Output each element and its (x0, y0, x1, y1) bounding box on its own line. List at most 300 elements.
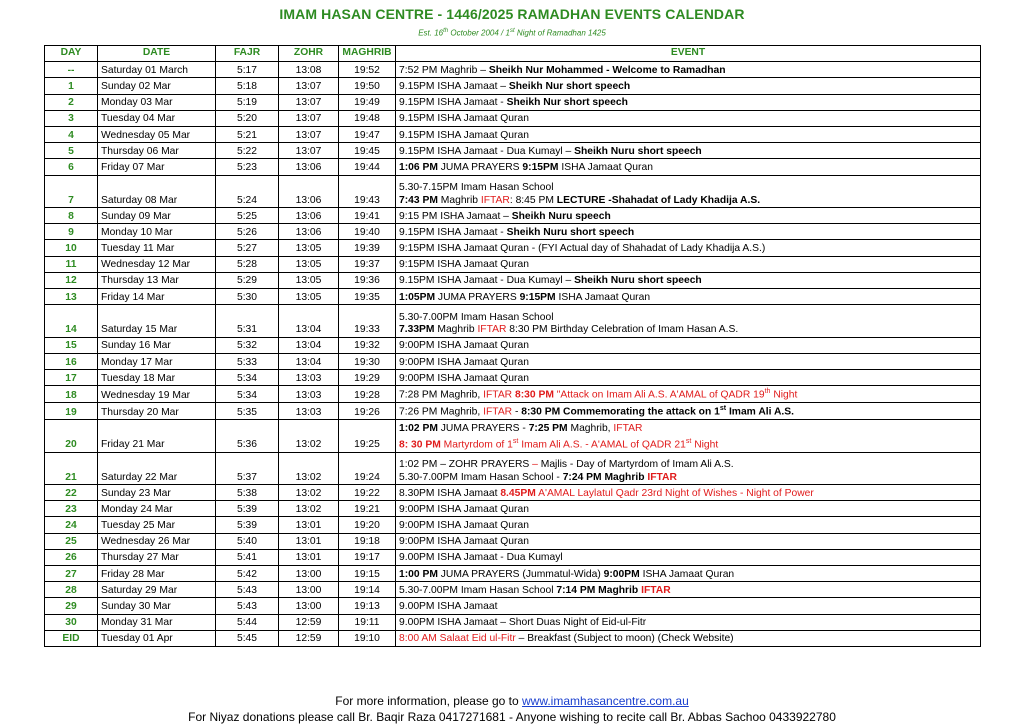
zohr-cell: 13:05 (279, 272, 339, 288)
date-cell: Thursday 13 Mar (98, 272, 216, 288)
website-link[interactable]: www.imamhasancentre.com.au (522, 694, 689, 708)
fajr-cell: 5:27 (216, 240, 279, 256)
maghrib-cell: 19:49 (339, 94, 396, 110)
event-text-segment: 1:00 PM (399, 568, 438, 580)
maghrib-cell: 19:24 (339, 452, 396, 485)
event-text-segment: IFTAR (483, 406, 513, 418)
event-line (399, 504, 977, 517)
maghrib-cell: 19:45 (339, 143, 396, 159)
zohr-cell: 13:07 (279, 94, 339, 110)
fajr-cell: 5:43 (216, 598, 279, 614)
maghrib-cell: 19:48 (339, 110, 396, 126)
fajr-cell: 5:19 (216, 94, 279, 110)
date-cell: Thursday 06 Mar (98, 143, 216, 159)
fajr-cell: 5:43 (216, 582, 279, 598)
event-line (399, 633, 977, 646)
maghrib-cell: 19:10 (339, 630, 396, 646)
subtitle-part-b: October 2004 / 1 (448, 28, 510, 38)
date-cell: Tuesday 25 Mar (98, 517, 216, 533)
event-text-segment: 9:15PM ISHA Jamaat Quran - (FYI Actual day of Shahadat of Lady Khadija A.S.) (399, 243, 766, 255)
fajr-cell: 5:45 (216, 630, 279, 646)
event-cell (396, 598, 981, 614)
event-text-segment: – (532, 459, 538, 471)
table-row (45, 110, 981, 126)
event-text-segment: Maghrib (437, 194, 481, 206)
zohr-cell: 13:02 (279, 485, 339, 501)
event-cell (396, 403, 981, 420)
fajr-cell: 5:39 (216, 517, 279, 533)
page-subtitle (0, 28, 1024, 38)
fajr-cell: 5:41 (216, 549, 279, 565)
maghrib-cell: 19:41 (339, 208, 396, 224)
subtitle-part-a: Est. 16 (418, 28, 444, 38)
table-body (45, 62, 981, 647)
event-cell (396, 159, 981, 175)
event-line (399, 65, 977, 78)
zohr-cell: 13:07 (279, 126, 339, 142)
maghrib-cell: 19:18 (339, 533, 396, 549)
fajr-cell: 5:44 (216, 614, 279, 630)
event-line (399, 569, 977, 582)
event-text-segment: 7:43 PM (399, 194, 438, 206)
event-cell (396, 565, 981, 581)
event-cell (396, 208, 981, 224)
table-row (45, 143, 981, 159)
fajr-cell: 5:42 (216, 565, 279, 581)
event-line (399, 275, 977, 288)
fajr-cell: 5:34 (216, 386, 279, 403)
event-line (399, 436, 977, 452)
event-text-segment: JUMA PRAYERS (Jummatul-Wida) (437, 568, 604, 580)
event-text-segment: JUMA PRAYERS (437, 162, 523, 173)
event-cell (396, 452, 981, 485)
zohr-cell: 13:08 (279, 62, 339, 78)
footer-info (0, 694, 1024, 708)
subtitle-sup-2: st (509, 28, 515, 34)
event-text-segment: 9:15PM ISHA Jamaat Quran (399, 259, 529, 271)
event-text-segment: "Attack on Imam Ali A.S. A'AMAL of QADR 19 (553, 389, 765, 401)
zohr-cell: 13:04 (279, 305, 339, 338)
event-text-segment: st (685, 437, 692, 445)
maghrib-cell: 19:39 (339, 240, 396, 256)
date-cell: Friday 07 Mar (98, 159, 216, 175)
event-line (399, 520, 977, 533)
column-header-fajr: FAJR (216, 46, 279, 62)
event-cell (396, 305, 981, 338)
fajr-cell: 5:40 (216, 533, 279, 549)
event-text-segment: Night (770, 389, 798, 401)
event-text-segment: 9.00PM ISHA Jamaat (399, 601, 498, 613)
event-text-segment: Martyrdom of 1 (440, 439, 513, 451)
zohr-cell: 12:59 (279, 630, 339, 646)
event-cell (396, 256, 981, 272)
date-cell: Sunday 30 Mar (98, 598, 216, 614)
event-text-segment: 8:30 PM (512, 389, 554, 401)
event-text-segment: 9:00PM ISHA Jamaat Quran (399, 520, 529, 532)
maghrib-cell: 19:13 (339, 598, 396, 614)
event-line (399, 403, 977, 419)
event-cell (396, 517, 981, 533)
maghrib-cell: 19:11 (339, 614, 396, 630)
zohr-cell: 13:01 (279, 549, 339, 565)
maghrib-cell: 19:26 (339, 403, 396, 420)
date-cell: Tuesday 18 Mar (98, 370, 216, 386)
event-line (399, 373, 977, 386)
zohr-cell: 13:04 (279, 353, 339, 369)
day-cell: 30 (45, 614, 98, 630)
event-text-segment: – Breakfast (Subject to moon) (Check Website) (515, 633, 734, 645)
event-line (399, 488, 977, 501)
table-row (45, 224, 981, 240)
zohr-cell: 12:59 (279, 614, 339, 630)
fajr-cell: 5:21 (216, 126, 279, 142)
event-text-segment: 9.15PM ISHA Jamaat – (399, 81, 509, 93)
day-cell: 6 (45, 159, 98, 175)
event-cell (396, 175, 981, 208)
table-row (45, 614, 981, 630)
table-row (45, 305, 981, 338)
event-line (399, 97, 977, 110)
event-text-segment: 9:00PM ISHA Jamaat Quran (399, 356, 529, 368)
event-cell (396, 143, 981, 159)
event-cell (396, 386, 981, 403)
event-text-segment: st (719, 405, 727, 413)
zohr-cell: 13:05 (279, 288, 339, 304)
event-text-segment: JUMA PRAYERS - (437, 423, 529, 435)
day-cell: 25 (45, 533, 98, 549)
event-text-segment: 8:30 PM Birthday Celebration of Imam Hasan A.S. (506, 324, 739, 336)
zohr-cell: 13:03 (279, 403, 339, 420)
maghrib-cell: 19:21 (339, 501, 396, 517)
table-row (45, 582, 981, 598)
event-text-segment: 9:00PM ISHA Jamaat Quran (399, 536, 529, 548)
maghrib-cell: 19:37 (339, 256, 396, 272)
date-cell: Saturday 29 Mar (98, 582, 216, 598)
day-cell: 8 (45, 208, 98, 224)
event-text-segment: 9.15PM ISHA Jamaat - (399, 97, 507, 109)
event-text-segment: 9.15PM ISHA Jamaat - (399, 226, 507, 238)
maghrib-cell: 19:25 (339, 420, 396, 453)
event-cell (396, 549, 981, 565)
date-cell: Wednesday 12 Mar (98, 256, 216, 272)
table-row (45, 565, 981, 581)
event-text-segment: 7.33PM (399, 324, 435, 336)
event-text-segment: 7:14 PM Maghrib (556, 584, 639, 596)
date-cell: Tuesday 11 Mar (98, 240, 216, 256)
event-text-segment: 9:15PM (522, 162, 559, 173)
date-cell: Thursday 20 Mar (98, 403, 216, 420)
event-text-segment: 1:05PM (399, 291, 436, 303)
event-text-segment: ISHA Jamaat Quran (639, 568, 735, 580)
subtitle-part-c: Night of Ramadhan 1425 (514, 28, 606, 38)
date-cell: Saturday 01 March (98, 62, 216, 78)
table-row (45, 175, 981, 208)
event-text-segment: 7:26 PM Maghrib, (399, 406, 484, 418)
day-cell: -- (45, 62, 98, 78)
event-text-segment: JUMA PRAYERS (435, 291, 520, 303)
day-cell: 19 (45, 403, 98, 420)
event-text-segment: Sheikh Nuru short speech (506, 226, 635, 238)
event-line (399, 357, 977, 370)
event-text-segment: ISHA Jamaat Quran (555, 291, 651, 303)
event-cell (396, 485, 981, 501)
events-calendar-table (44, 45, 981, 647)
date-cell: Saturday 08 Mar (98, 175, 216, 208)
zohr-cell: 13:06 (279, 208, 339, 224)
event-cell (396, 110, 981, 126)
maghrib-cell: 19:32 (339, 337, 396, 353)
table-row (45, 337, 981, 353)
day-cell: 14 (45, 305, 98, 338)
maghrib-cell: 19:35 (339, 288, 396, 304)
event-text-segment: Sheikh Nuru short speech (574, 145, 702, 157)
event-line (399, 146, 977, 159)
fajr-cell: 5:32 (216, 337, 279, 353)
fajr-cell: 5:20 (216, 110, 279, 126)
column-header-maghrib: MAGHRIB (339, 46, 396, 62)
table-row (45, 288, 981, 304)
fajr-cell: 5:18 (216, 78, 279, 94)
event-text-segment: 1:02 PM – ZOHR PRAYERS (399, 459, 533, 471)
event-cell (396, 272, 981, 288)
date-cell: Sunday 02 Mar (98, 78, 216, 94)
event-line (399, 130, 977, 143)
table-row (45, 386, 981, 403)
day-cell: 11 (45, 256, 98, 272)
table-row (45, 240, 981, 256)
event-cell (396, 630, 981, 646)
event-line (399, 113, 977, 126)
event-cell (396, 370, 981, 386)
table-row (45, 549, 981, 565)
fajr-cell: 5:29 (216, 272, 279, 288)
event-text-segment: IFTAR (638, 584, 671, 596)
event-text-segment: Night (691, 439, 719, 451)
event-text-segment: 9:00PM ISHA Jamaat Quran (399, 503, 529, 515)
table-row (45, 517, 981, 533)
zohr-cell: 13:01 (279, 517, 339, 533)
event-text-segment: Sheikh Nur short speech (506, 97, 628, 109)
table-row (45, 420, 981, 453)
maghrib-cell: 19:29 (339, 370, 396, 386)
event-cell (396, 126, 981, 142)
date-cell: Sunday 23 Mar (98, 485, 216, 501)
table-row (45, 94, 981, 110)
event-line (399, 312, 977, 325)
fajr-cell: 5:39 (216, 501, 279, 517)
day-cell: 7 (45, 175, 98, 208)
zohr-cell: 13:07 (279, 110, 339, 126)
fajr-cell: 5:24 (216, 175, 279, 208)
maghrib-cell: 19:43 (339, 175, 396, 208)
event-cell (396, 353, 981, 369)
date-cell: Monday 17 Mar (98, 353, 216, 369)
fajr-cell: 5:30 (216, 288, 279, 304)
date-cell: Friday 14 Mar (98, 288, 216, 304)
day-cell: 9 (45, 224, 98, 240)
fajr-cell: 5:36 (216, 420, 279, 453)
footer-info-text: For more information, please go to (335, 694, 523, 708)
event-line (399, 259, 977, 272)
zohr-cell: 13:07 (279, 143, 339, 159)
event-cell (396, 420, 981, 453)
maghrib-cell: 19:15 (339, 565, 396, 581)
date-cell: Tuesday 04 Mar (98, 110, 216, 126)
date-cell: Thursday 27 Mar (98, 549, 216, 565)
event-text-segment: 7:52 PM Maghrib – (399, 64, 489, 76)
table-header-row (45, 46, 981, 62)
event-text-segment: th (764, 388, 771, 396)
maghrib-cell: 19:44 (339, 159, 396, 175)
event-cell (396, 337, 981, 353)
day-cell: 17 (45, 370, 98, 386)
day-cell: 3 (45, 110, 98, 126)
day-cell: 26 (45, 549, 98, 565)
table-row (45, 62, 981, 78)
event-cell (396, 614, 981, 630)
event-cell (396, 224, 981, 240)
maghrib-cell: 19:50 (339, 78, 396, 94)
event-line (399, 182, 977, 195)
column-header-zohr: ZOHR (279, 46, 339, 62)
zohr-cell: 13:03 (279, 386, 339, 403)
event-text-segment: 8:00 AM Salaat Eid ul-Fitr (399, 633, 516, 645)
zohr-cell: 13:00 (279, 565, 339, 581)
event-text-segment: IFTAR (644, 471, 677, 483)
event-text-segment: : 8:45 PM (509, 194, 557, 206)
event-text-segment: 8.30PM ISHA Jamaat (399, 487, 501, 499)
table-row (45, 630, 981, 646)
day-cell: 20 (45, 420, 98, 453)
event-text-segment: 9:15PM (519, 291, 556, 303)
day-cell: 10 (45, 240, 98, 256)
fajr-cell: 5:22 (216, 143, 279, 159)
fajr-cell: 5:33 (216, 353, 279, 369)
event-line (399, 617, 977, 630)
maghrib-cell: 19:28 (339, 386, 396, 403)
event-text-segment: 9.15PM ISHA Jamaat Quran (399, 113, 529, 125)
day-cell: 2 (45, 94, 98, 110)
event-cell (396, 240, 981, 256)
day-cell: 18 (45, 386, 98, 403)
event-text-segment: Majlis - Day of Martyrdom of Imam Ali A.S. (537, 459, 734, 471)
date-cell: Wednesday 05 Mar (98, 126, 216, 142)
event-line (399, 459, 977, 472)
event-text-segment: - (512, 406, 522, 418)
maghrib-cell: 19:47 (339, 126, 396, 142)
zohr-cell: 13:00 (279, 598, 339, 614)
day-cell: EID (45, 630, 98, 646)
event-text-segment: Sheikh Nur Mohammed - Welcome to Ramadhan (488, 64, 726, 76)
maghrib-cell: 19:17 (339, 549, 396, 565)
event-line (399, 386, 977, 402)
event-text-segment: Maghrib (434, 324, 478, 336)
event-text-segment: 9:15 PM ISHA Jamaat – (399, 210, 512, 222)
event-text-segment: A'AMAL Laylatul Qadr 23rd Night of Wishes - Night of Power (535, 487, 814, 499)
maghrib-cell: 19:52 (339, 62, 396, 78)
event-cell (396, 533, 981, 549)
footer-niyaz: For Niyaz donations please call Br. Baqir Raza 0417271681 - Anyone wishing to recite call Br. Abbas Sachoo 0433922780 (188, 710, 836, 724)
zohr-cell: 13:01 (279, 533, 339, 549)
table-row (45, 403, 981, 420)
zohr-cell: 13:02 (279, 501, 339, 517)
event-line (399, 81, 977, 94)
event-line (399, 243, 977, 256)
event-text-segment: IFTAR (480, 194, 510, 206)
table-row (45, 370, 981, 386)
date-cell: Sunday 09 Mar (98, 208, 216, 224)
date-cell: Monday 03 Mar (98, 94, 216, 110)
fajr-cell: 5:26 (216, 224, 279, 240)
fajr-cell: 5:23 (216, 159, 279, 175)
event-cell (396, 94, 981, 110)
day-cell: 28 (45, 582, 98, 598)
fajr-cell: 5:25 (216, 208, 279, 224)
event-text-segment: Imam Ali A.S. - A'AMAL of QADR 21 (518, 439, 686, 451)
event-text-segment: 5.30-7.00PM Imam Hasan School (399, 584, 557, 596)
maghrib-cell: 19:20 (339, 517, 396, 533)
date-cell: Monday 24 Mar (98, 501, 216, 517)
event-text-segment: IFTAR (613, 423, 643, 435)
event-line (399, 324, 977, 337)
column-header-day: DAY (45, 46, 98, 62)
date-cell: Wednesday 26 Mar (98, 533, 216, 549)
day-cell: 13 (45, 288, 98, 304)
fajr-cell: 5:38 (216, 485, 279, 501)
date-cell: Saturday 15 Mar (98, 305, 216, 338)
page-title: IMAM HASAN CENTRE - 1446/2025 RAMADHAN EVENTS CALENDAR (279, 6, 745, 22)
day-cell: 24 (45, 517, 98, 533)
event-line (399, 585, 977, 598)
day-cell: 23 (45, 501, 98, 517)
day-cell: 12 (45, 272, 98, 288)
event-text-segment: 8: 30 PM (399, 439, 441, 451)
zohr-cell: 13:04 (279, 337, 339, 353)
fajr-cell: 5:34 (216, 370, 279, 386)
event-line (399, 195, 977, 208)
event-text-segment: 7:25 PM (528, 423, 568, 435)
event-text-segment: 9:00PM ISHA Jamaat Quran (399, 340, 529, 352)
maghrib-cell: 19:33 (339, 305, 396, 338)
maghrib-cell: 19:30 (339, 353, 396, 369)
table-row (45, 485, 981, 501)
day-cell: 22 (45, 485, 98, 501)
zohr-cell: 13:03 (279, 370, 339, 386)
event-text-segment: 9:00PM (603, 568, 640, 580)
zohr-cell: 13:06 (279, 175, 339, 208)
event-text-segment: 8.45PM (500, 487, 536, 499)
date-cell: Friday 21 Mar (98, 420, 216, 453)
event-text-segment: 9.15PM ISHA Jamaat - Dua Kumayl – (399, 145, 575, 157)
event-text-segment: 1:06 PM (399, 162, 438, 173)
event-text-segment: 9:00PM ISHA Jamaat Quran (399, 372, 529, 384)
date-cell: Sunday 16 Mar (98, 337, 216, 353)
event-text-segment: IFTAR (483, 389, 513, 401)
fajr-cell: 5:28 (216, 256, 279, 272)
day-cell: 1 (45, 78, 98, 94)
event-text-segment: 5.30-7.00PM Imam Hasan School (399, 311, 554, 323)
column-header-date: DATE (98, 46, 216, 62)
event-text-segment: 7:28 PM Maghrib, (399, 389, 484, 401)
table-row (45, 533, 981, 549)
fajr-cell: 5:35 (216, 403, 279, 420)
table-row (45, 598, 981, 614)
date-cell: Saturday 22 Mar (98, 452, 216, 485)
event-line (399, 292, 977, 305)
event-text-segment: 9.15PM ISHA Jamaat - Dua Kumayl – (399, 275, 575, 287)
table-row (45, 208, 981, 224)
event-line (399, 536, 977, 549)
